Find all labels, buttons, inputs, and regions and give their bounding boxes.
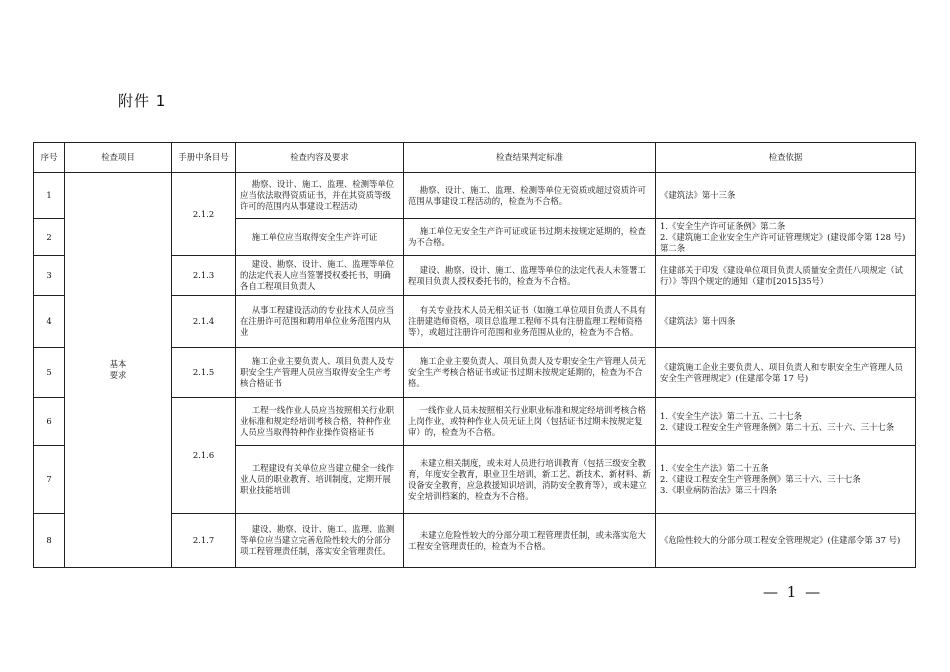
row-content: 从事工程建设活动的专业技术人员应当在注册许可范围和聘用单位业务范围内从业: [236, 296, 404, 348]
row-criteria: 有关专业技术人员无相关证书（如施工单位项目负责人不具有注册建造师资格，项目总监理工程师不具有注册监理工程师资格等），或超过注册许可范围和业务范围从业的，检查为不合格。: [404, 296, 656, 348]
header-item: 检查项目: [65, 143, 172, 173]
row-content: 建设、勘察、设计、施工、监理、监测等单位应当建立完善危险性较大的分部分项工程管理责任制，落实安全管理责任。: [236, 514, 404, 568]
basis-line: 1.《安全生产法》第二十五条: [660, 463, 769, 473]
row-criteria: 未建立相关制度，或未对人员进行培训教育（包括三级安全教育，年度安全教育，职业卫生培训，新工艺、新技术、新材料、新设备安全教育，应急救援知识培训，消防安全教育等），或未建立安全培训档案的，检查为不合格。: [404, 446, 656, 514]
row-content: 工程建设有关单位应当建立健全一线作业人员的职业教育、培训制度，定期开展职业技能培训: [236, 446, 404, 514]
basis-line: 《建筑法》第十三条: [660, 190, 736, 200]
row-criteria: 施工单位无安全生产许可证或证书过期未按规定延期的，检查为不合格。: [404, 219, 656, 256]
row-seq: 1: [34, 173, 65, 219]
basis-line: 2.《建设工程安全生产管理条例》第三十六、三十七条: [660, 474, 861, 484]
row-seq: 4: [34, 296, 65, 348]
basis-line: 3.《职业病防治法》第三十四条: [660, 485, 777, 495]
row-criteria: 勘察、设计、施工、监理、检测等单位无资质或超过资质许可范围从事建设工程活动的，检查为不合格。: [404, 173, 656, 219]
row-content: 建设、勘察、设计、施工、监理等单位的法定代表人应当签署授权委托书，明确各自工程项目负责人: [236, 256, 404, 296]
header-basis: 检查依据: [656, 143, 916, 173]
row-basis: [656, 173, 916, 219]
header-seq: 序号: [34, 143, 65, 173]
row-seq: 5: [34, 348, 65, 398]
clause-cell: 2.1.2: [172, 173, 236, 256]
header-row: [34, 143, 916, 173]
row-basis: [656, 296, 916, 348]
inspection-table: [33, 142, 916, 568]
clause-cell: 2.1.3: [172, 256, 236, 296]
row-content: 施工企业主要负责人、项目负责人及专职安全生产管理人员应当取得安全生产考核合格证书: [236, 348, 404, 398]
row-content: 施工单位应当取得安全生产许可证: [236, 219, 404, 256]
row-basis: [656, 219, 916, 256]
row-seq: 3: [34, 256, 65, 296]
basis-line: 《建筑施工企业主要负责人、项目负责人和专职安全生产管理人员安全生产管理规定》(住建部令第 17 号): [660, 361, 903, 383]
row-criteria: 未建立危险性较大的分部分项工程管理责任制，或未落实危大工程安全管理责任的，检查为不合格。: [404, 514, 656, 568]
basis-line: 1.《安全生产许可证条例》第二条: [660, 220, 786, 231]
row-criteria: 一线作业人员未按照相关行业职业标准和规定经培训考核合格上岗作业，或特种作业人员无证上岗（包括证书过期未按规定复审）的，检查为不合格。: [404, 398, 656, 446]
table-row: [34, 173, 916, 219]
page-number: — 1 —: [763, 583, 823, 601]
clause-cell: 2.1.7: [172, 514, 236, 568]
basis-line: 《建筑法》第十四条: [660, 316, 736, 326]
clause-cell: 2.1.5: [172, 348, 236, 398]
header-criteria: 检查结果判定标准: [404, 143, 656, 173]
row-criteria: 施工企业主要负责人、项目负责人及专职安全生产管理人员无安全生产考核合格证书或证书过期未按规定延期的，检查为不合格。: [404, 348, 656, 398]
row-basis: [656, 446, 916, 514]
basis-line: 1.《安全生产法》第二十五、二十七条: [660, 410, 802, 421]
row-content: 勘察、设计、施工、监理、检测等单位应当依法取得资质证书，并在其资质等级许可的范围内从事建设工程活动: [236, 173, 404, 219]
row-basis: [656, 256, 916, 296]
category-cell: [65, 173, 172, 568]
row-content: 工程一线作业人员应当按照相关行业职业标准和规定经培训考核合格，特种作业人员应当取得特种作业操作资格证书: [236, 398, 404, 446]
row-criteria: 建设、勘察、设计、施工、监理等单位的法定代表人未签署工程项目负责人授权委托书的，检查为不合格。: [404, 256, 656, 296]
clause-cell: 2.1.4: [172, 296, 236, 348]
basis-line: 2.《建设工程安全生产管理条例》第二十五、三十六、三十七条: [660, 421, 895, 432]
header-clause: 手册中条目号: [172, 143, 236, 173]
basis-line: 住建部关于印发《建设单位项目负责人质量安全责任八项规定（试行）》等四个规定的通知（建市[2015]35号）: [660, 264, 903, 286]
row-basis: [656, 514, 916, 568]
basis-line: 2.《建筑施工企业安全生产许可证管理规定》(建设部令第 128 号) 第二条: [660, 231, 906, 253]
row-seq: 2: [34, 219, 65, 256]
category-label: 基本要求: [109, 359, 127, 380]
attachment-label: 附件 1: [118, 92, 167, 110]
basis-line: 《危险性较大的分部分项工程安全管理规定》(住建部令第 37 号): [660, 535, 901, 545]
row-seq: 8: [34, 514, 65, 568]
row-basis: [656, 348, 916, 398]
row-seq: 7: [34, 446, 65, 514]
row-seq: 6: [34, 398, 65, 446]
header-content: 检查内容及要求: [236, 143, 404, 173]
clause-cell: 2.1.6: [172, 398, 236, 514]
row-basis: [656, 398, 916, 446]
